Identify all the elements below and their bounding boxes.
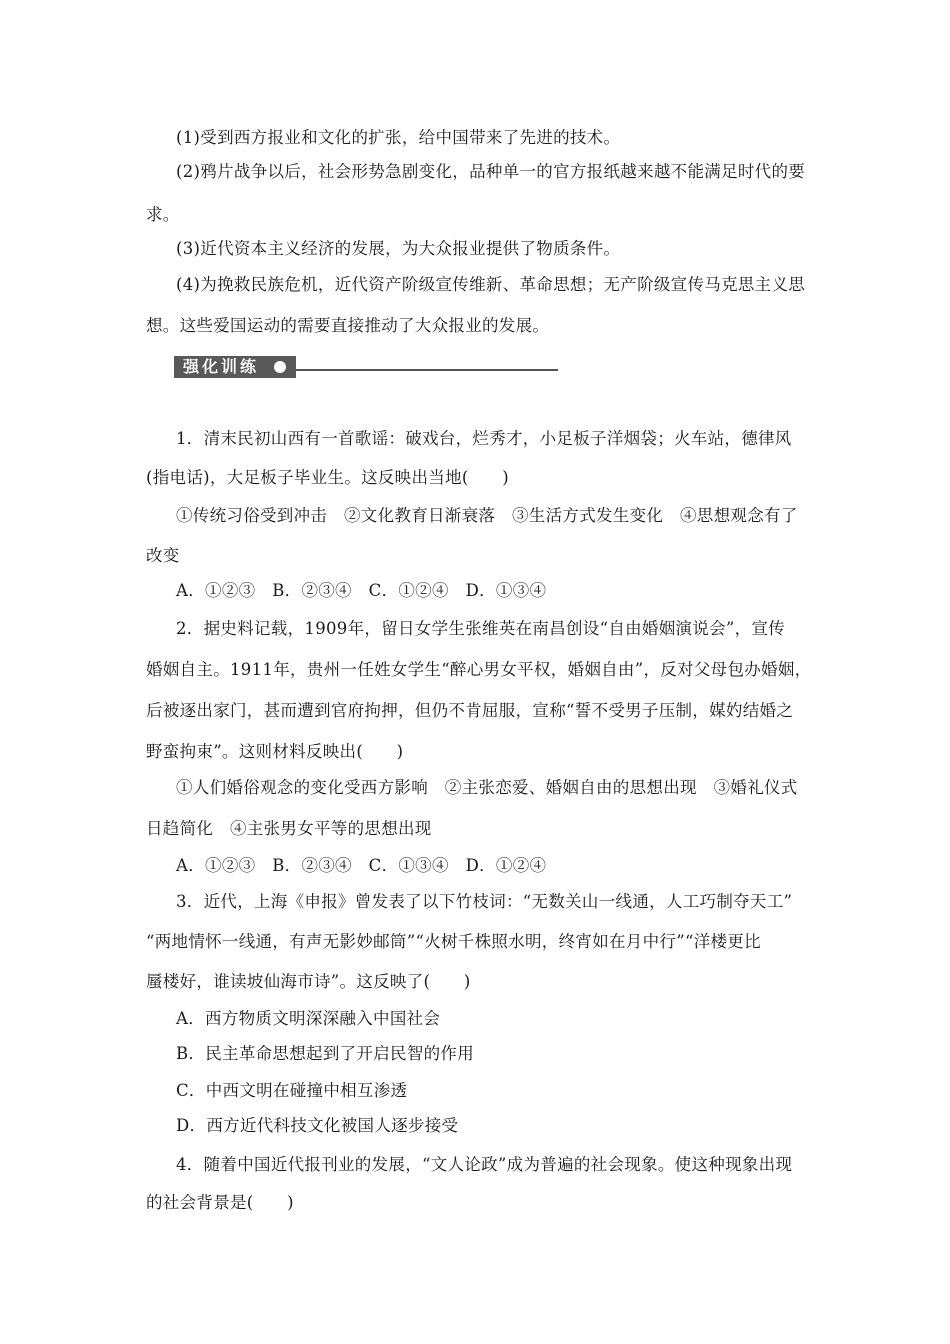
answer-point-1: (1)受到西方报业和文化的扩张，给中国带来了先进的技术。 <box>176 128 621 147</box>
q2-items-line1: ①人们婚俗观念的变化受西方影响 ②主张恋爱、婚姻自由的思想出现 ③婚礼仪式 <box>176 778 798 797</box>
q2-items-line2: 日趋简化 ④主张男女平等的思想出现 <box>146 819 432 838</box>
q4-stem-line2: 的社会背景是( ) <box>146 1193 294 1212</box>
q3-option-c: C．中西文明在碰撞中相互渗透 <box>176 1081 408 1100</box>
q2-stem-line1: 2．据史料记载，1909年，留日女学生张维英在南昌创设“自由婚姻演说会”，宣传 <box>176 619 786 638</box>
answer-point-4: (4)为挽救民族危机，近代资产阶级宣传维新、革命思想；无产阶级宣传马克思主义思 <box>176 275 806 294</box>
answer-point-2-cont: 求。 <box>146 205 180 224</box>
q2-options: A．①②③ B．②③④ C．①③④ D．①②④ <box>176 856 547 875</box>
q3-stem-line2: “两地情怀一线通，有声无影妙邮筒”“火树千株照水明，终宵如在月中行”“洋楼更比 <box>146 932 761 951</box>
answer-point-2: (2)鸦片战争以后，社会形势急剧变化，品种单一的官方报纸越来越不能满足时代的要 <box>176 162 806 181</box>
q3-stem-line1: 3．近代，上海《申报》曾发表了以下竹枝词：“无数关山一线通，人工巧制夺天工” <box>176 892 793 911</box>
q3-option-b: B．民主革命思想起到了开启民智的作用 <box>176 1044 475 1063</box>
q1-options: A．①②③ B．②③④ C．①②④ D．①③④ <box>176 581 547 600</box>
q1-items-line1: ①传统习俗受到冲击 ②文化教育日渐衰落 ③生活方式发生变化 ④思想观念有了 <box>176 506 798 525</box>
section-banner <box>174 356 558 378</box>
q2-stem-line3: 后被逐出家门，甚而遭到官府拘押，但仍不肯屈服，宣称“誓不受男子压制，媒妁结婚之 <box>146 701 794 720</box>
q2-stem-line2: 婚姻自主。1911年，贵州一任姓女学生“醉心男女平权，婚姻自由”，反对父母包办婚姻， <box>146 660 812 679</box>
q4-stem-line1: 4．随着中国近代报刊业的发展，“文人论政”成为普遍的社会现象。使这种现象出现 <box>176 1155 793 1174</box>
q3-stem-line3: 蜃楼好，谁读坡仙海市诗”。这反映了( ) <box>146 972 471 991</box>
q3-option-d: D．西方近代科技文化被国人逐步接受 <box>176 1116 459 1135</box>
q2-stem-line4: 野蛮拘束”。这则材料反映出( ) <box>146 742 404 761</box>
section-title: 强化训练 <box>183 357 260 376</box>
q3-option-a: A．西方物质文明深深融入中国社会 <box>176 1009 441 1028</box>
q1-stem-line1: 1．清末民初山西有一首歌谣：破戏台，烂秀才，小足板子洋烟袋；火车站，德律风 <box>176 429 792 448</box>
q1-stem-line2: (指电话)，大足板子毕业生。这反映出当地( ) <box>146 468 509 487</box>
section-rule <box>296 369 558 371</box>
q1-items-line2: 改变 <box>146 546 180 565</box>
answer-point-4-cont: 想。这些爱国运动的需要直接推动了大众报业的发展。 <box>146 316 550 335</box>
answer-point-3: (3)近代资本主义经济的发展，为大众报业提供了物质条件。 <box>176 239 621 258</box>
bullet-dot-icon <box>274 361 286 373</box>
